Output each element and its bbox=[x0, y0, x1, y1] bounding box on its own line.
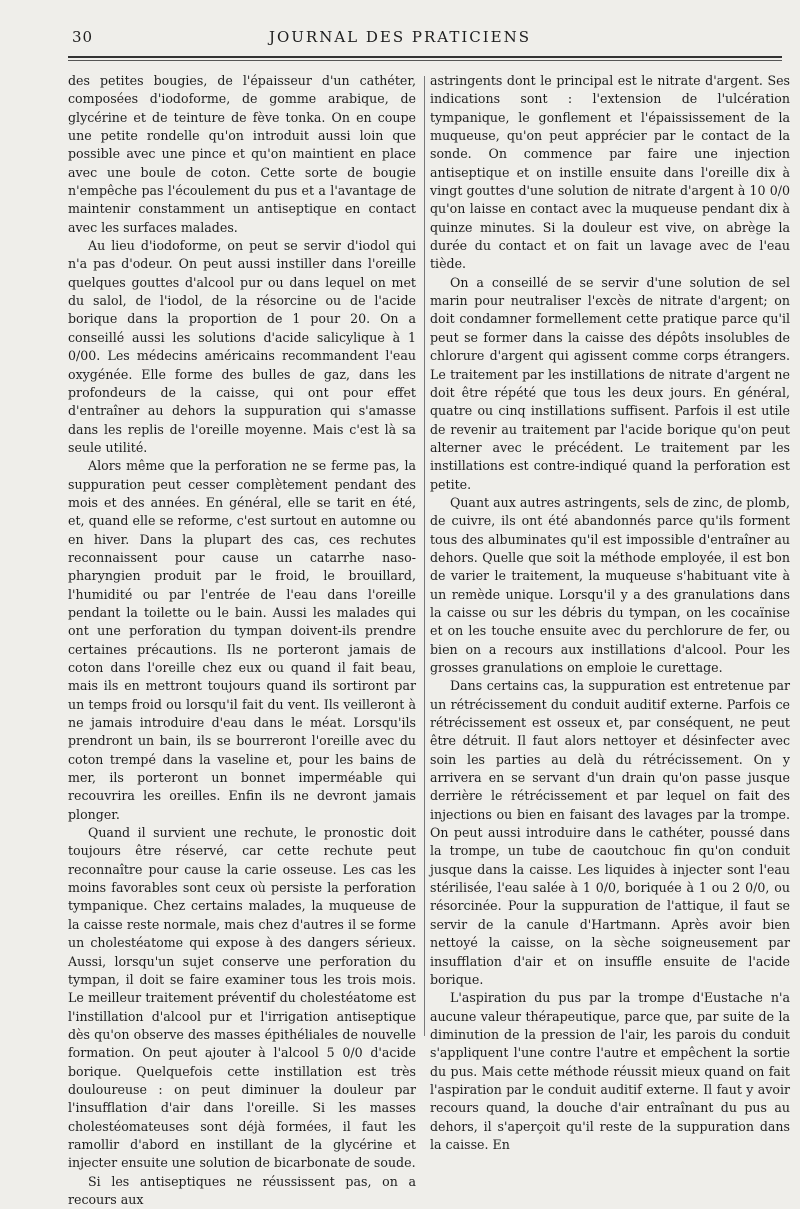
paragraph: des petites bougies, de l'épaisseur d'un cathéter, composées d'iodoforme, de gomme arabique, de glycérine et de teinture de fève tonka. On en coupe une petite rondelle qu'on introduit aussi loin que possible avec une pince et qu'on maintient en place avec une boule de coton. Cette sorte de bougie n'empêche pas l'écoulement du pus et a l'avantage de maintenir constamment un antiseptique en contact avec les surfaces malades. bbox=[68, 73, 416, 235]
right-column bbox=[430, 72, 790, 1154]
paragraph: Quant aux autres astringents, sels de zinc, de plomb, de cuivre, ils ont été abandonnés parce qu'ils forment tous des albuminates qu'il est impossible d'entraîner au dehors. Quelle que soit la méthode employée, il est bon de varier le traitement, la muqueuse s'habituant vite à un remède unique. Lorsqu'il y a des granulations dans la caisse ou sur les débris du tympan, on les cocaïnise et on les touche ensuite avec du perchlorure de fer, ou bien on a recours aux instillations d'alcool. Pour les grosses granulations on emploie le curettage. bbox=[430, 494, 790, 675]
paragraph: Dans certains cas, la suppuration est entretenue par un rétrécissement du conduit auditif externe. Parfois ce rétrécissement est osseux et, par conséquent, ne peut être détruit. Il faut alors nettoyer et désinfecter avec soin les parties au delà du rétrécissement. On y arrivera en se servant d'un drain qu'on passe jusque derrière le rétrécissement et par lequel on fait des injections ou bien en faisant des lavages par la trompe. On peut aussi introduire dans le cathéter, poussé dans la trompe, un tube de caoutchouc fin qu'on conduit jusque dans la caisse. Les liquides à injecter sont l'eau stérilisée, l'eau salée à 1 0/0, boriquée à 1 ou 2 0/0, ou résorcinée. Pour la suppuration de l'attique, il faut se servir de la canule d'Hartmann. Après avoir bien nettoyé la caisse, on la sèche soigneusement par insufflation d'air et on insuffle ensuite de l'acide borique. bbox=[430, 678, 790, 987]
page-number: 30 bbox=[72, 28, 94, 46]
header-rule-thin bbox=[68, 60, 782, 61]
paragraph: Si les antiseptiques ne réussissent pas, on a recours aux bbox=[68, 1173, 416, 1207]
paragraph: On a conseillé de se servir d'une solution de sel marin pour neutraliser l'excès de nitrate d'argent; on doit condamner formellement cette pratique parce qu'il peut se former dans la caisse des dépôts insolubles de chlorure d'argent qui agissent comme corps étrangers. Le traitement par les instillations de nitrate d'argent ne doit être répété que tous les deux jours. En général, quatre ou cinq instillations suffisent. Parfois il est utile de revenir au traitement par l'acide borique qu'on peut alterner avec le précédent. Le traitement par les instillations est contre-indiqué quand la perforation est petite. bbox=[430, 274, 790, 492]
journal-title: JOURNAL DES PRATICIENS bbox=[268, 28, 532, 46]
paragraph: Au lieu d'iodoforme, on peut se servir d'iodol qui n'a pas d'odeur. On peut aussi instiller dans l'oreille quelques gouttes d'alcool pur ou dans lequel on met du salol, de l'iodol, de la résorcine ou de l'acide borique dans la proportion de 1 pour 20. On a conseillé aussi les solutions d'acide salicylique à 1 0/00. Les médecins américains recommandent l'eau oxygénée. Elle forme des bulles de gaz, dans les profondeurs de la caisse, qui ont pour effet d'entraîner au dehors la suppuration qui s'amasse dans les replis de l'oreille moyenne. Mais c'est là sa seule utilité. bbox=[68, 238, 416, 455]
paragraph: Quand il survient une rechute, le pronostic doit toujours être réservé, car cette rechute peut reconnaître pour cause la carie osseuse. Les cas les moins favorables sont ceux où persiste la perforation tympanique. Chez certains malades, la muqueuse de la caisse reste normale, mais chez d'autres il se forme un cholestéatome qui expose à des dangers sérieux. Aussi, lorsqu'un sujet conserve une perforation du tympan, il doit se faire examiner tous les trois mois. Le meilleur traitement préventif du cholestéatome est l'instillation d'alcool pur et l'irrigation antiseptique dès qu'on observe des masses épithéliales de nouvelle formation. On peut ajouter à l'alcool 5 0/0 d'acide borique. Quelquefois cette instillation est très douloureuse : on peut diminuer la douleur par l'insufflation d'air dans l'oreille. Si les masses cholestéomateuses sont déjà formées, il faut les ramollir d'abord en instillant de la glycérine et injecter ensuite une solution de bicarbonate de soude. bbox=[68, 825, 416, 1171]
paragraph: Alors même que la perforation ne se ferme pas, la suppuration peut cesser complètement pendant des mois et des années. En général, elle se tarit en été, et, quand elle se reforme, c'est surtout en automne ou en hiver. Dans la plupart des cas, ces rechutes reconnaissent pour cause un catarrhe naso-pharyngien produit par le froid, le brouillard, l'humidité ou par l'entrée de l'eau dans l'oreille pendant la toilette ou le bain. Aussi les malades qui ont une perforation du tympan doivent-ils prendre certaines précautions. Ils ne porteront jamais de coton dans l'oreille chez eux ou quand il fait beau, mais ils en mettront toujours quand ils sortiront par un temps froid ou lorsqu'il fait du vent. Ils veilleront à ne jamais introduire d'eau dans le méat. Lorsqu'ils prendront un bain, ils se bourreront l'oreille avec du coton trempé dans la vaseline et, pour les bains de mer, ils porteront un bonnet imperméable qui recouvrira les oreilles. Enfin ils ne devront jamais plonger. bbox=[68, 458, 416, 822]
header-rule bbox=[68, 56, 782, 58]
paragraph: L'aspiration du pus par la trompe d'Eustache n'a aucune valeur thérapeutique, parce que, par suite de la diminution de la pression de l'air, les parois du conduit s'appliquent l'une contre l'autre et empêchent la sortie du pus. Mais cette méthode réussit mieux quand on fait l'aspiration par le conduit auditif externe. Il faut y avoir recours quand, la douche d'air entraînant du pus au dehors, il s'aperçoit qu'il reste de la suppuration dans la caisse. En bbox=[430, 990, 790, 1152]
left-column bbox=[68, 72, 416, 1209]
paragraph: astringents dont le principal est le nitrate d'argent. Ses indications sont : l'extension de l'ulcération tympanique, le gonflement et l'épaississement de la muqueuse, qu'on peut apprécier par le contact de la sonde. On commence par faire une injection antiseptique et on instille ensuite dans l'oreille dix à vingt gouttes d'une solution de nitrate d'argent à 10 0/0 qu'on laisse en contact avec la muqueuse pendant dix à quinze minutes. Si la douleur est vive, on abrège la durée du contact et on fait un lavage avec de l'eau tiède. bbox=[430, 73, 790, 272]
column-divider bbox=[424, 76, 425, 1036]
